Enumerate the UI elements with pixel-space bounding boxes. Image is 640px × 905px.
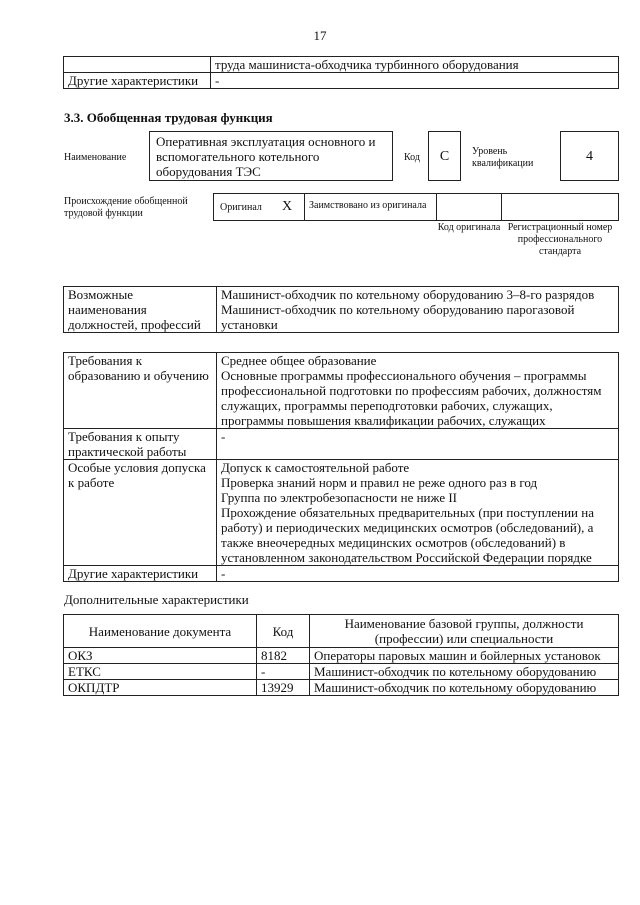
table-row <box>64 566 619 582</box>
original-mark: X <box>282 199 293 214</box>
additional-table <box>63 614 619 696</box>
borrowed-cell <box>304 193 437 221</box>
table-row <box>64 460 619 566</box>
table-cell: ЕТКС <box>64 664 257 680</box>
table-cell <box>217 460 619 566</box>
original-code-cell <box>436 193 502 221</box>
table-cell: Особые условия допуска к работе <box>64 460 217 566</box>
table-row <box>64 287 619 333</box>
table-cell: 8182 <box>257 648 310 664</box>
header-cell: Наименование документа <box>64 615 257 648</box>
function-code-box: C <box>428 131 461 181</box>
position-line: Машинист-обходчик по котельному оборудованию парогазовой установки <box>221 302 575 332</box>
table-row <box>64 680 619 696</box>
borrowed-label: Заимствовано из оригинала <box>309 200 427 211</box>
table-cell: Машинист-обходчик по котельному оборудованию <box>310 680 619 696</box>
code-label: Код <box>404 152 420 163</box>
table-row <box>64 648 619 664</box>
table-cell: Требования к образованию и обучению <box>64 353 217 429</box>
requirement-line: Прохождение обязательных предварительных (при поступлении на работу) и периодических медицинских осмотров (обследований), а также внеочередных медицинских осмотров (обследований) в установленном законодательством Российской Федерации порядке <box>221 505 594 565</box>
table-cell: Машинист-обходчик по котельному оборудованию <box>310 664 619 680</box>
positions-table <box>63 286 619 333</box>
table-cell: Операторы паровых машин и бойлерных установок <box>310 648 619 664</box>
table-cell: 13929 <box>257 680 310 696</box>
table-cell: - <box>211 73 619 89</box>
reg-number-cell <box>501 193 619 221</box>
table-cell: - <box>217 566 619 582</box>
requirement-line: Основные программы профессионального обучения – программы профессиональной подготовки по профессиям рабочих, должностям служащих, программы переподготовки рабочих, служащих, программы повышения квалификации рабочих, служащих <box>221 368 602 428</box>
table-header-row <box>64 615 619 648</box>
table-cell: Другие характеристики <box>64 73 211 89</box>
top-table <box>63 56 619 89</box>
table-cell <box>217 287 619 333</box>
requirement-line: Допуск к самостоятельной работе <box>221 460 410 475</box>
table-row <box>64 73 619 89</box>
requirements-table <box>63 352 619 582</box>
position-line: Машинист-обходчик по котельному оборудованию 3–8-го разрядов <box>221 287 595 302</box>
page-number: 17 <box>313 28 327 43</box>
original-label: Оригинал <box>220 202 262 213</box>
table-cell: ОКЗ <box>64 648 257 664</box>
reg-caption: Регистрационный номер профессионального стандарта <box>507 222 613 257</box>
level-box: 4 <box>560 131 619 181</box>
table-cell: Требования к опыту практической работы <box>64 429 217 460</box>
level-label: Уровень квалификации <box>472 146 534 169</box>
table-row <box>64 353 619 429</box>
requirement-line: Среднее общее образование <box>221 353 377 368</box>
section-title: 3.3. Обобщенная трудовая функция <box>64 110 273 125</box>
additional-title: Дополнительные характеристики <box>64 592 249 607</box>
code-caption: Код оригинала <box>437 222 501 233</box>
header-cell: Наименование базовой группы, должности (профессии) или специальности <box>310 615 619 648</box>
table-cell: Возможные наименования должностей, профессий <box>64 287 217 333</box>
name-label: Наименование <box>64 152 127 163</box>
origin-label: Происхождение обобщенной трудовой функции <box>64 196 188 219</box>
table-cell: - <box>257 664 310 680</box>
table-cell <box>64 57 211 73</box>
requirement-line: Проверка знаний норм и правил не реже одного раз в год <box>221 475 538 490</box>
requirement-line: Группа по электробезопасности не ниже II <box>221 490 457 505</box>
function-name-box: Оперативная эксплуатация основного и вспомогательного котельного оборудования ТЭС <box>149 131 393 181</box>
table-cell: ОКПДТР <box>64 680 257 696</box>
header-cell: Код <box>257 615 310 648</box>
table-cell: труда машиниста-обходчика турбинного оборудования <box>211 57 619 73</box>
table-row <box>64 429 619 460</box>
table-cell: - <box>217 429 619 460</box>
original-cell <box>213 193 305 221</box>
table-row <box>64 664 619 680</box>
table-row <box>64 57 619 73</box>
table-cell: Другие характеристики <box>64 566 217 582</box>
table-cell <box>217 353 619 429</box>
